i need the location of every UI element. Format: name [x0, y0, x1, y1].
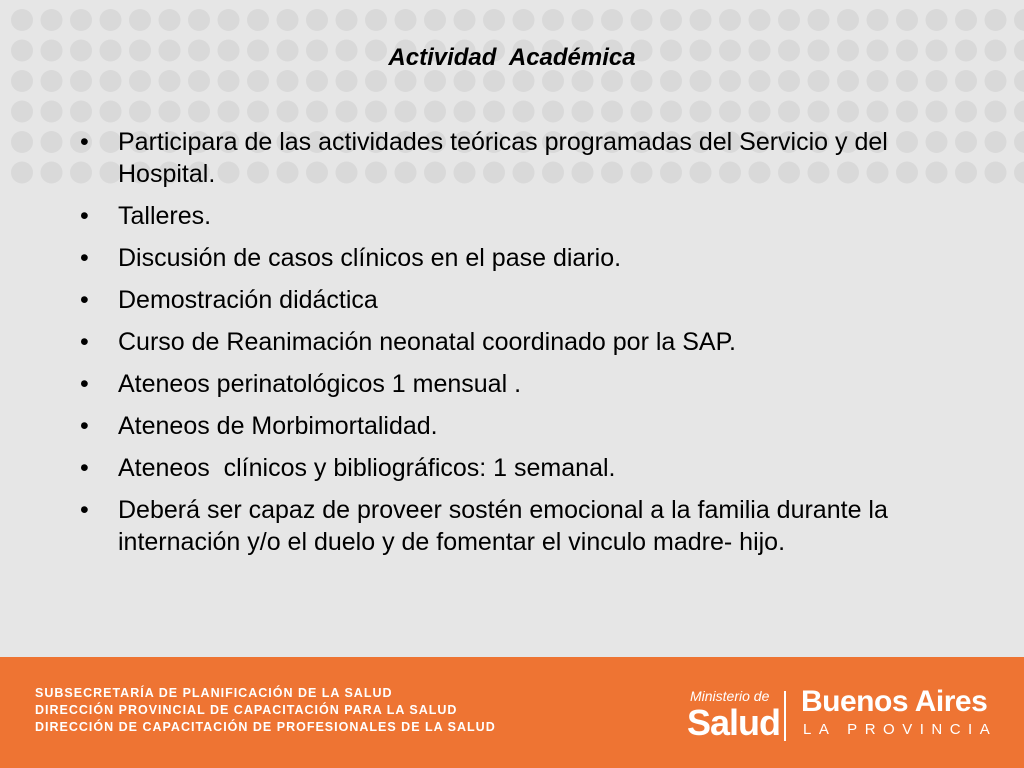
bullet-item — [74, 284, 974, 316]
footer-line: DIRECCIÓN DE CAPACITACIÓN DE PROFESIONALES DE LA SALUD — [35, 720, 496, 734]
bullet-marker: • — [80, 202, 89, 230]
bullet-item — [74, 242, 974, 274]
bullet-text: Ateneos de Morbimortalidad. — [118, 412, 438, 440]
bullet-marker: • — [80, 244, 89, 272]
bullet-marker: • — [80, 412, 89, 440]
bullet-marker: • — [80, 454, 89, 482]
slide-title: Actividad Académica — [388, 44, 636, 71]
bullet-text: Ateneos clínicos y bibliográficos: 1 semanal. — [118, 454, 616, 482]
bullet-item — [74, 200, 974, 232]
bullet-marker: • — [80, 496, 89, 524]
footer-bar — [0, 657, 1024, 768]
bullet-marker: • — [80, 370, 89, 398]
bullet-item — [74, 452, 974, 484]
bullet-item — [74, 126, 974, 190]
bullet-text: Demostración didáctica — [118, 286, 378, 314]
buenos-aires-logo-text: Buenos Aires — [801, 685, 988, 718]
bullet-item — [74, 410, 974, 442]
footer-institution-lines — [35, 685, 496, 736]
footer-line: SUBSECRETARÍA DE PLANIFICACIÓN DE LA SALUD — [35, 686, 393, 700]
bullet-text: Curso de Reanimación neonatal coordinado por la SAP. — [118, 328, 736, 356]
bullet-marker: • — [80, 286, 89, 314]
bullet-marker: • — [80, 128, 89, 156]
bullet-text: Participara de las actividades teóricas programadas del Servicio y del Hospital. — [118, 128, 895, 188]
ministerio-de-label: Ministerio de — [690, 688, 770, 704]
bullet-item — [74, 368, 974, 400]
logo-divider — [784, 691, 786, 741]
bullet-text: Ateneos perinatológicos 1 mensual . — [118, 370, 522, 398]
bullet-text: Discusión de casos clínicos en el pase diario. — [118, 244, 622, 272]
la-provincia-logo-text: LA PROVINCIA — [803, 721, 998, 738]
bullet-item — [74, 494, 974, 558]
bullet-item — [74, 326, 974, 358]
bullet-text: Deberá ser capaz de proveer sostén emocional a la familia durante la internación y/o el duelo y de fomentar el vinculo madre- hijo. — [118, 496, 895, 556]
footer-line: DIRECCIÓN PROVINCIAL DE CAPACITACIÓN PARA LA SALUD — [35, 703, 458, 717]
salud-logo-text: Salud — [687, 702, 781, 743]
bullet-text: Talleres. — [118, 202, 212, 230]
bullet-marker: • — [80, 328, 89, 356]
bullet-list — [74, 126, 974, 568]
